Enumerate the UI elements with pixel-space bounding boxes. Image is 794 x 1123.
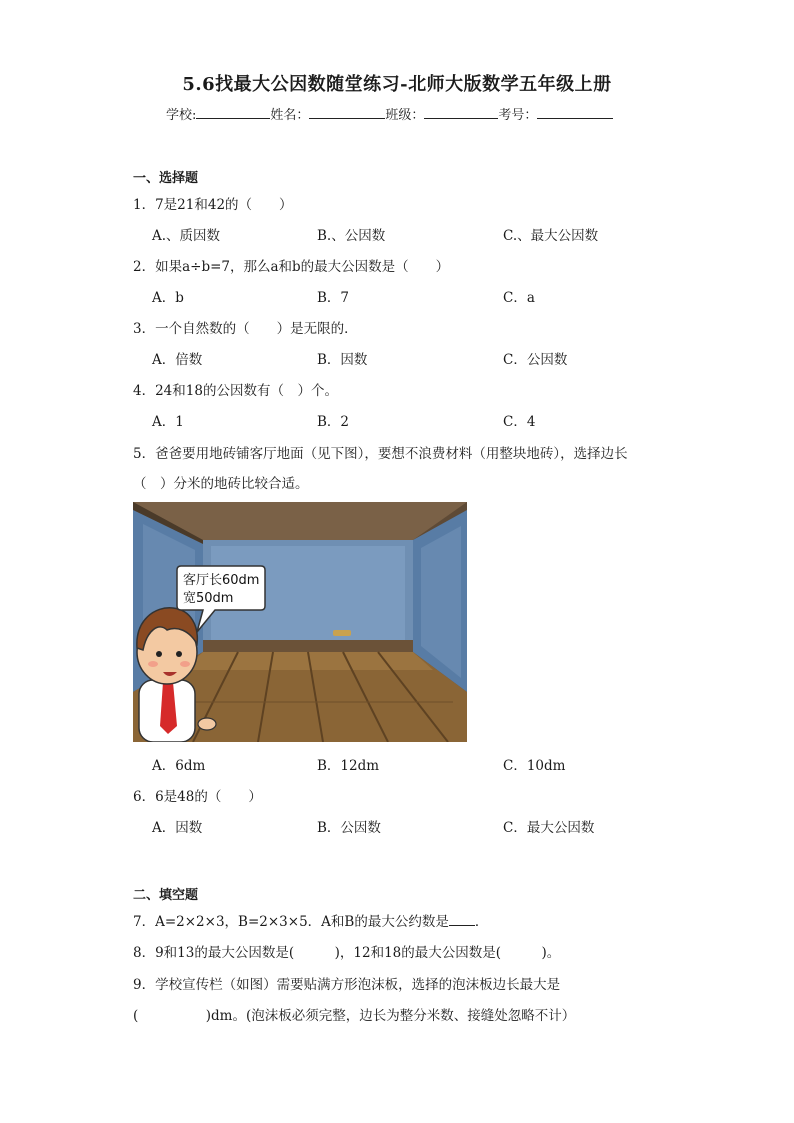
bubble-width-text: 宽50dm [183,591,234,606]
q1-option-b[interactable]: B.、公因数 [317,228,386,244]
question-8: 8．9和13的最大公因数是( )，12和18的最大公因数是( )。 [133,945,561,961]
q6-option-a[interactable]: A．因数 [152,820,203,836]
page-title: 5.6找最大公因数随堂练习-北师大版数学五年级上册 [182,74,612,95]
q4-option-b[interactable]: B．2 [317,414,350,430]
section-title-fill: 二、填空题 [133,888,199,903]
q6-option-b[interactable]: B．公因数 [317,820,381,836]
question-4: 4．24和18的公因数有（ ）个。 [133,383,338,399]
q1-option-a[interactable]: A.、质因数 [152,228,221,244]
question-7 [133,910,488,930]
id-label: 考号： [498,108,538,123]
q2-option-b[interactable]: B．7 [317,290,350,306]
question-9-line2: ( )dm。(泡沫板必须完整，边长为整分米数、接缝处忽略不计） [133,1008,576,1024]
school-label: 学校: [166,108,197,123]
q4-option-c[interactable]: C．4 [503,414,536,430]
q3-option-c[interactable]: C．公因数 [503,352,568,368]
question-1: 1．7是21和42的（ ） [133,197,293,213]
name-field[interactable] [309,105,385,119]
bubble-length-text: 客厅长60dm [183,573,260,588]
section-title-choice: 一、选择题 [133,171,199,186]
school-field[interactable] [196,105,270,119]
question-2: 2．如果a÷b=7，那么a和b的最大公因数是（ ） [133,259,450,275]
q5-option-c[interactable]: C．10dm [503,758,566,774]
question-5: 5．爸爸要用地砖铺客厅地面（见下图），要想不浪费材料（用整块地砖），选择边长 [133,446,628,462]
q5-option-b[interactable]: B．12dm [317,758,380,774]
q7-text: 7．A=2×2×3，B=2×3×5．A和B的最大公约数是 [133,914,449,930]
q7-answer-blank[interactable] [449,913,475,926]
q7-end: ． [474,914,489,930]
q5-option-a[interactable]: A．6dm [152,758,206,774]
class-field[interactable] [424,105,498,119]
q6-option-c[interactable]: C．最大公因数 [503,820,595,836]
question-9: 9．学校宣传栏（如图）需要贴满方形泡沫板，选择的泡沫板边长最大是 [133,977,561,993]
q4-option-a[interactable]: A．1 [152,414,184,430]
q2-option-c[interactable]: C．a [503,290,535,306]
q3-option-a[interactable]: A．倍数 [152,352,203,368]
q2-option-a[interactable]: A．b [152,290,184,306]
q1-option-c[interactable]: C.、最大公因数 [503,228,599,244]
student-info-line [166,104,613,123]
question-6: 6．6是48的（ ） [133,789,262,805]
question-5-line2: （ ）分米的地砖比较合适。 [133,476,309,492]
q3-option-b[interactable]: B．因数 [317,352,368,368]
living-room-illustration [133,502,467,742]
id-field[interactable] [537,105,613,119]
question-3: 3．一个自然数的（ ）是无限的． [133,321,358,337]
name-label: 姓名： [270,108,310,123]
class-label: 班级： [385,108,425,123]
